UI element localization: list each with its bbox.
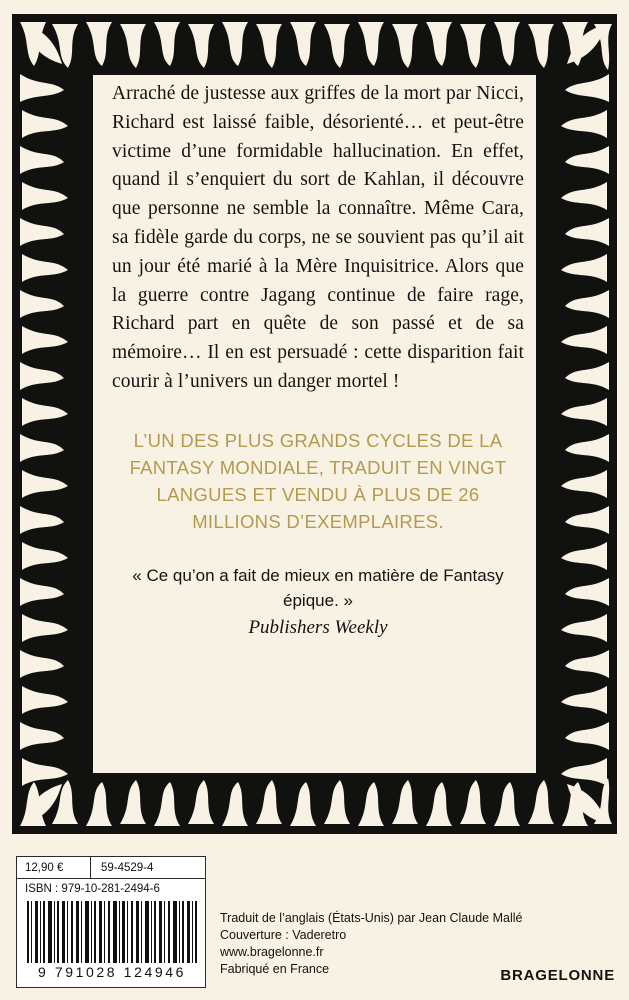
press-quote-source: Publishers Weekly — [248, 616, 388, 638]
translator-credit: Traduit de l’anglais (États-Unis) par Jean Claude Mallé — [220, 911, 523, 925]
price-row — [17, 857, 205, 879]
barcode-bars-icon — [27, 901, 197, 963]
publisher-website[interactable]: www.bragelonne.fr — [220, 945, 324, 959]
price-value: 12,90 € — [17, 857, 91, 878]
cover-credit: Couverture : Vaderetro — [220, 928, 347, 942]
publisher-logo: BRAGELONNE — [500, 967, 615, 984]
series-tagline: L’UN DES PLUS GRANDS CYCLES DE LA FANTASY MONDIALE, TRADUIT EN VINGT LANGUES ET VENDU À PLUS DE 26 MILLIONS D’EXEMPLAIRES. — [129, 429, 507, 532]
isbn-value: ISBN : 979-10-281-2494-6 — [25, 882, 160, 895]
internal-code: 59-4529-4 — [101, 861, 154, 874]
cover-footer — [0, 846, 629, 1000]
manufacture-info: Fabriqué en France — [220, 962, 330, 976]
barcode-block — [16, 856, 206, 988]
ean-digits: 9 791028 124946 — [38, 964, 186, 980]
synopsis-paragraph: Arraché de justesse aux griffes de la mort par Nicci, Richard est laissé faible, désorienté… et peut-être victime d’une formidable hallucination. En effet, quand il s’enquiert du sort de Kahlan, il découvre que personne ne semble la connaître. Même Cara, sa fidèle garde du corps, ne se souvient pas qu’il ait un jour été marié à la Mère Inquisitrice. Alors que la guerre contre Jagang continue de faire rage, Richard part en quête de son passé et de sa mémoire… Il en est persuadé : cette disparition fait courir à l’univers un danger mortel ! — [112, 83, 524, 392]
back-cover-text — [112, 80, 524, 700]
press-quote: « Ce qu’on a fait de mieux en matière de Fantasy épique. » — [132, 565, 504, 610]
